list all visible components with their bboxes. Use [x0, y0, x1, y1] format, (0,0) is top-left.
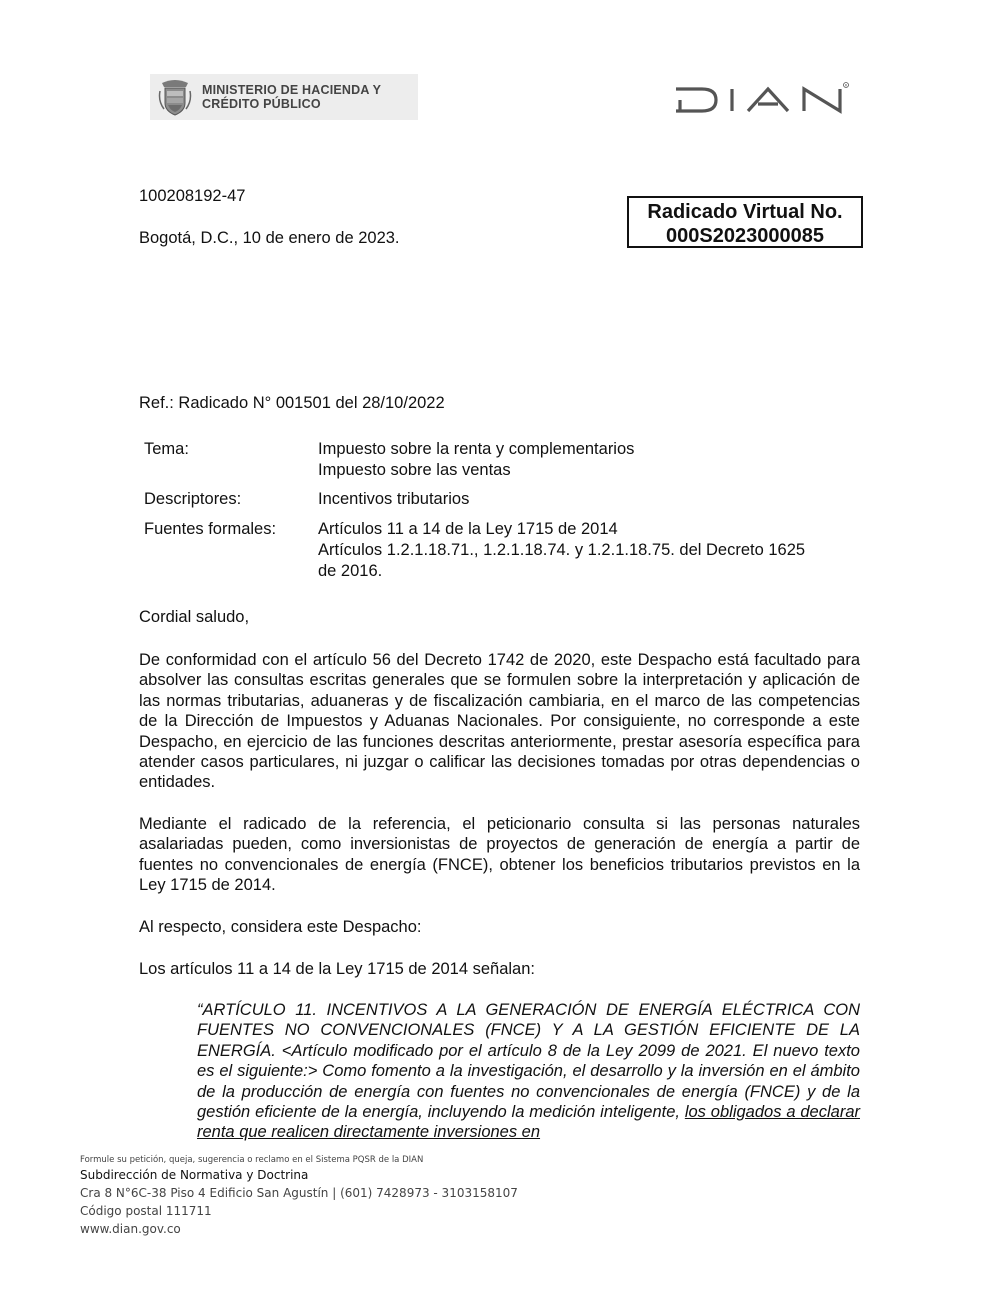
paragraph-competence: De conformidad con el artículo 56 del Decreto 1742 de 2020, este Despacho está facultado para absolver las consultas escritas generales que se formulen sobre la interpretación y aplicación de las normas tributarias, aduaneras y de fiscalización cambiaria, en el marco de las competencias de la Dirección de Impuestos y Aduanas Nacionales. Por consiguiente, no corresponde a este Despacho, en ejercicio de las funciones descritas anteriormente, prestar asesoría específica para atender casos particulares, ni juzgar o calificar las decisiones tomadas por otras dependencias o entidades.: [139, 651, 860, 792]
footer-postal-code: Código postal 111711: [80, 1204, 212, 1218]
footer-website-link[interactable]: www.dian.gov.co: [80, 1222, 181, 1236]
tema-value-1: Impuesto sobre la renta y complementarios: [318, 440, 635, 458]
radicado-box: [627, 196, 863, 248]
quoted-article-11: [197, 1000, 860, 1143]
ministry-name-line2: CRÉDITO PÚBLICO: [202, 97, 321, 111]
paragraph-consideration: Al respecto, considera este Despacho:: [139, 918, 422, 936]
quote-text: “ARTÍCULO 11. INCENTIVOS A LA GENERACIÓN DE ENERGÍA ELÉCTRICA CON FUENTES NO CONVENCIONALES (FNCE) Y A LA GESTIÓN EFICIENTE DE LA ENERGÍA. <Artículo modificado por el artículo 8 de la Ley 2099 de 2021. El nuevo texto es el siguiente:> Como fomento a la investigación, el desarrollo y la inversión en el ámbito de la producción de energía con fuentes no convencionales de energía (FNCE) y de la gestión eficiente de la energía, incluyendo la medición inteligente,: [197, 1001, 860, 1122]
fuentes-value-1: Artículos 11 a 14 de la Ley 1715 de 2014: [318, 520, 618, 538]
footer-office: Subdirección de Normativa y Doctrina: [80, 1168, 309, 1182]
svg-text:R: R: [844, 83, 848, 88]
coat-of-arms-icon: [158, 77, 192, 117]
fuentes-value-3: de 2016.: [318, 562, 383, 580]
footer-address: Cra 8 N°6C-38 Piso 4 Edificio San Agustín | (601) 7428973 - 3103158107: [80, 1186, 518, 1200]
city-date: Bogotá, D.C., 10 de enero de 2023.: [139, 229, 400, 247]
paragraph-articles-intro: Los artículos 11 a 14 de la Ley 1715 de 2014 señalan:: [139, 960, 535, 978]
fuentes-label: Fuentes formales:: [144, 520, 277, 538]
radicado-label: Radicado Virtual No.: [647, 201, 843, 223]
paragraph-consultation: Mediante el radicado de la referencia, el peticionario consulta si las personas naturales asalariadas pueden, como inversionistas de proyectos de generación de energía a partir de fuentes no convencionales de energía (FNCE), obtener los beneficios tributarios previstos en la Ley 1715 de 2014.: [139, 815, 860, 895]
ministry-name-line1: MINISTERIO DE HACIENDA Y: [202, 83, 382, 97]
ministry-logo: [150, 74, 418, 120]
quote-underlined-text: los obligados a declarar renta que realicen directamente inversiones en: [197, 1103, 860, 1142]
greeting: Cordial saludo,: [139, 608, 250, 626]
dian-logo: [672, 80, 850, 120]
descriptores-value: Incentivos tributarios: [318, 490, 470, 508]
tema-value-2: Impuesto sobre las ventas: [318, 461, 511, 479]
radicado-number: 000S2023000085: [666, 225, 824, 247]
document-number: 100208192-47: [139, 187, 246, 205]
reference-line: Ref.: Radicado N° 001501 del 28/10/2022: [139, 394, 445, 412]
fuentes-value-2: Artículos 1.2.1.18.71., 1.2.1.18.74. y 1.2.1.18.75. del Decreto 1625: [318, 541, 806, 559]
descriptores-label: Descriptores:: [144, 490, 242, 508]
footer-pqsr-note: Formule su petición, queja, sugerencia o reclamo en el Sistema PQSR de la DIAN: [80, 1155, 424, 1165]
tema-label: Tema:: [144, 440, 189, 458]
